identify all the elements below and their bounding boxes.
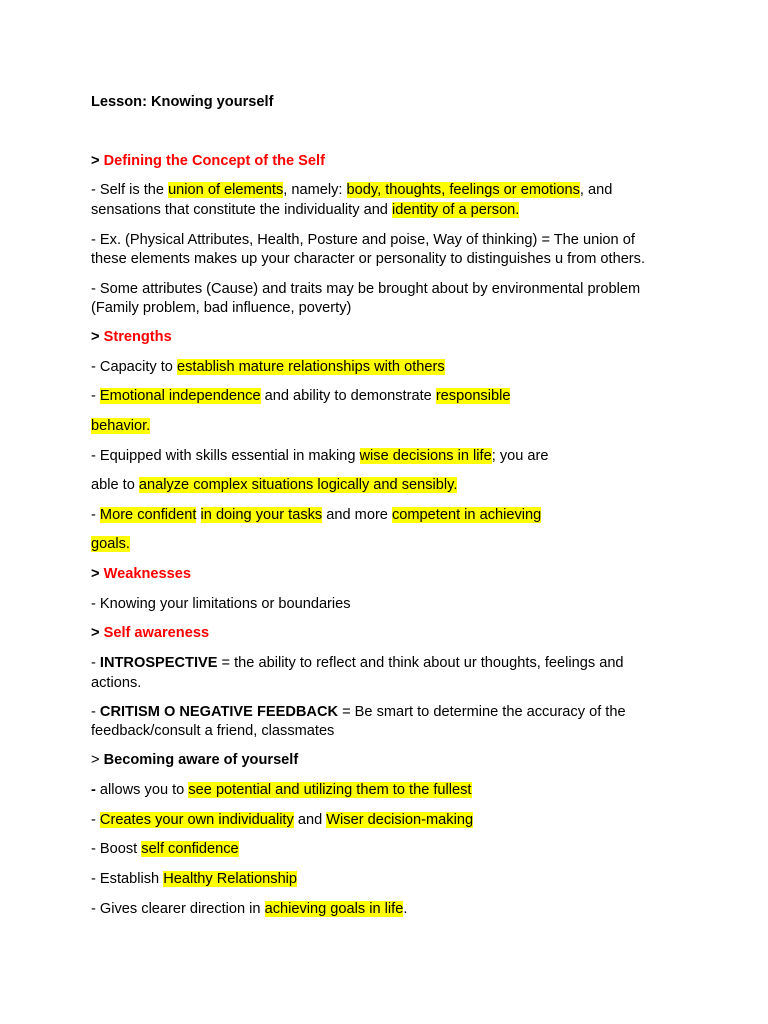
term: INTROSPECTIVE (99, 655, 218, 671)
heading-self-awareness (91, 624, 209, 643)
criticism-line-1 (91, 703, 626, 722)
highlight: wise decisions in life (359, 448, 492, 464)
text: - Gives clearer direction in (91, 901, 265, 917)
highlight: More confident (99, 507, 197, 523)
highlight: achieving goals in life (264, 901, 404, 917)
heading-prefix: > (91, 329, 100, 345)
aware-item-4 (91, 870, 297, 889)
weakness-item-1: - Knowing your limitations or boundaries (91, 596, 351, 612)
highlight: Wiser decision-making (326, 812, 474, 828)
text: allows you to (95, 782, 189, 798)
introspective-line-1 (91, 654, 624, 673)
highlight: behavior. (91, 418, 151, 434)
text: sensations that constitute the individuality and (91, 202, 392, 218)
self-definition-line-1 (91, 181, 612, 200)
text: . (403, 901, 408, 917)
highlight: Emotional independence (99, 388, 261, 404)
highlight: analyze complex situations logically and sensibly. (138, 477, 458, 493)
text: , and (579, 182, 613, 198)
highlight: in doing your tasks (200, 507, 323, 523)
example-line-1: - Ex. (Physical Attributes, Health, Posture and poise, Way of thinking) = The union of (91, 232, 635, 248)
heading-prefix: > (91, 625, 100, 641)
heading-strengths (91, 328, 172, 347)
text: and ability to demonstrate (260, 388, 436, 404)
text: - Self is the (91, 182, 169, 198)
highlight: goals. (91, 536, 130, 552)
heading-text: Becoming aware of yourself (103, 752, 299, 768)
text: - (91, 507, 100, 523)
text: - Establish (91, 871, 164, 887)
self-definition-line-2 (91, 201, 519, 220)
heading-prefix: > (91, 566, 100, 582)
strength-item-3 (91, 447, 549, 466)
text: - Boost (91, 841, 142, 857)
text: and more (322, 507, 392, 523)
strength-item-3-cont (91, 476, 457, 495)
aware-item-3 (91, 840, 239, 859)
text: - (91, 655, 100, 671)
text: and (293, 812, 327, 828)
strength-item-2-cont (91, 417, 150, 436)
attributes-line-2: (Family problem, bad influence, poverty) (91, 300, 352, 316)
highlight: self confidence (141, 841, 239, 857)
heading-text: Weaknesses (103, 566, 191, 582)
heading-prefix: > (91, 153, 100, 169)
text: - (91, 388, 100, 404)
strength-item-1 (91, 358, 445, 377)
aware-item-5 (91, 900, 407, 919)
highlight: body, thoughts, feelings or emotions (346, 182, 580, 198)
highlight: responsible (435, 388, 511, 404)
text: = the ability to reflect and think about ur thoughts, feelings and (217, 655, 624, 671)
text: ; you are (491, 448, 549, 464)
text: - (91, 782, 96, 798)
text: able to (91, 477, 139, 493)
heading-weaknesses (91, 565, 191, 584)
strength-item-4 (91, 506, 541, 525)
highlight: Creates your own individuality (99, 812, 294, 828)
text (196, 507, 200, 523)
highlight: see potential and utilizing them to the fullest (188, 782, 472, 798)
heading-text: Self awareness (103, 625, 210, 641)
introspective-line-2: actions. (91, 675, 142, 691)
example-line-2: these elements makes up your character or personality to distinguishes u from others. (91, 251, 646, 267)
highlight: Healthy Relationship (163, 871, 298, 887)
heading-text: Defining the Concept of the Self (103, 153, 325, 169)
strength-item-4-cont (91, 535, 130, 554)
text: = Be smart to determine the accuracy of the (338, 704, 626, 720)
strength-item-2 (91, 387, 510, 406)
text: , namely: (283, 182, 347, 198)
text: - Equipped with skills essential in making (91, 448, 360, 464)
aware-item-2 (91, 811, 473, 830)
heading-text: Strengths (103, 329, 172, 345)
heading-defining-self (91, 152, 325, 171)
aware-item-1 (91, 781, 472, 800)
lesson-title: Lesson: Knowing yourself (91, 94, 274, 110)
text: - (91, 704, 100, 720)
heading-becoming-aware (91, 751, 298, 770)
highlight: establish mature relationships with others (176, 359, 445, 375)
text: - Capacity to (91, 359, 177, 375)
heading-prefix: > (91, 752, 104, 768)
highlight: competent in achieving (391, 507, 542, 523)
attributes-line-1: - Some attributes (Cause) and traits may be brought about by environmental problem (91, 281, 641, 297)
criticism-line-2: feedback/consult a friend, classmates (91, 723, 335, 739)
highlight: union of elements (168, 182, 284, 198)
term: CRITISM O NEGATIVE FEEDBACK (99, 704, 339, 720)
highlight: identity of a person. (391, 202, 520, 218)
text: - (91, 812, 100, 828)
